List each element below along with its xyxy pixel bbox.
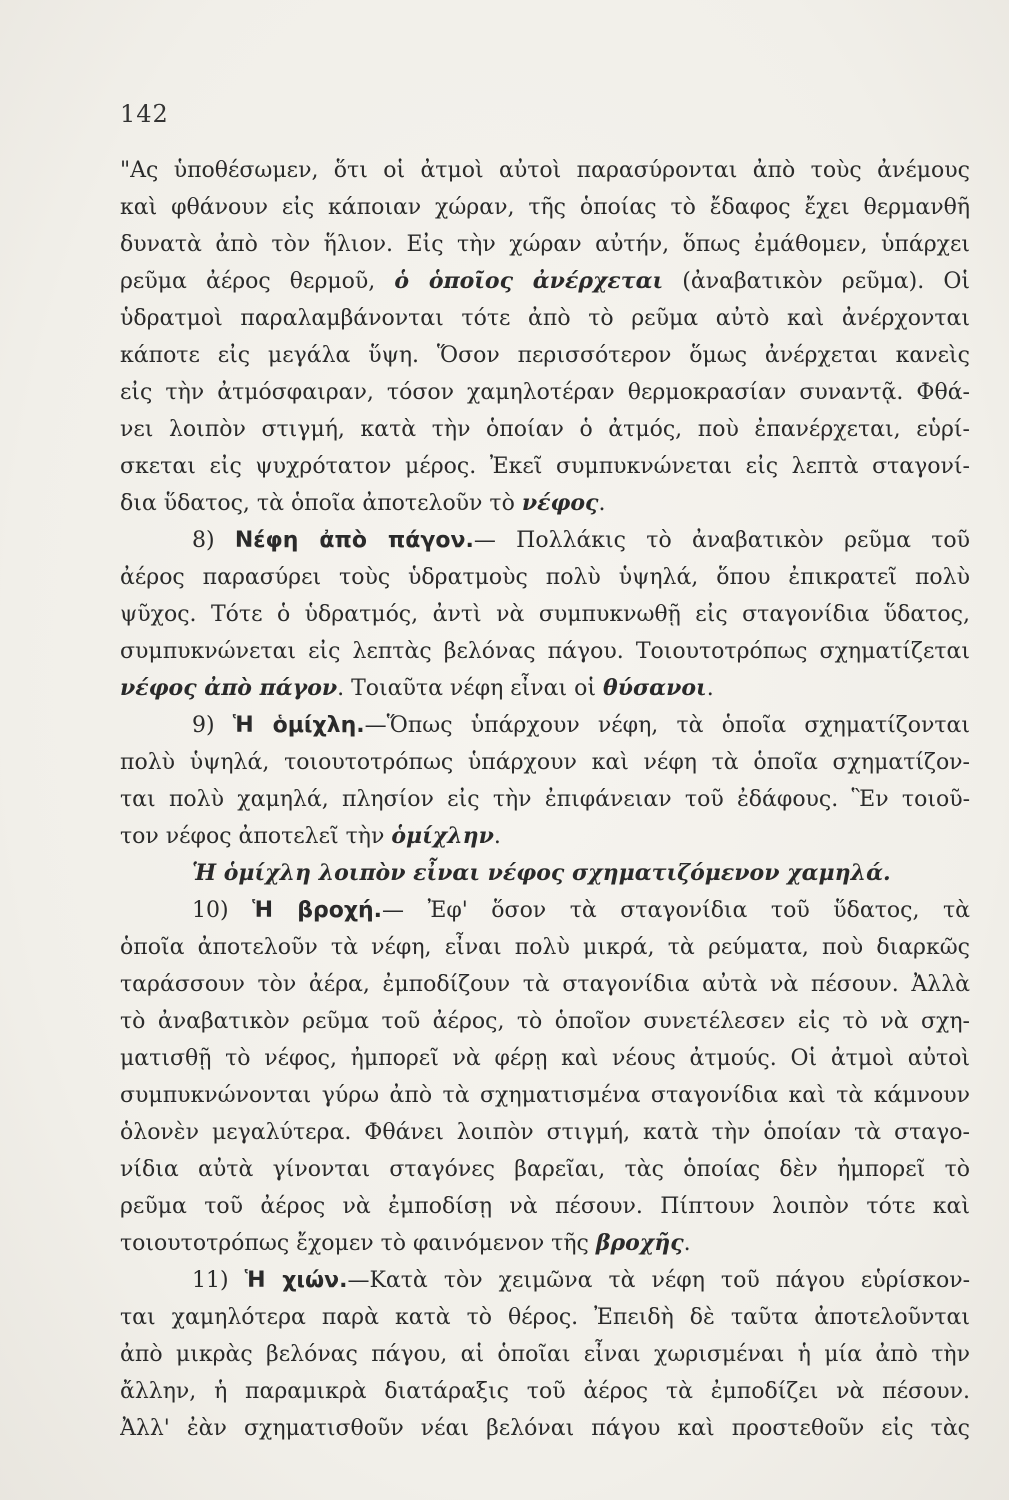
text-line bbox=[120, 226, 970, 263]
emphasis-text: θύσανοι bbox=[603, 675, 707, 701]
text-line bbox=[120, 855, 970, 892]
text-segment: . bbox=[683, 1231, 691, 1256]
text-segment: ὁποῖα ἀποτελοῦν τὰ νέφη, εἶναι πολὺ μικρά, τὰ ρεύματα, ποὺ διαρκῶς bbox=[120, 935, 970, 960]
text-line bbox=[120, 818, 970, 855]
text-segment: — Ἐφ' ὅσον τὰ σταγονίδια τοῦ ὕδατος, τὰ bbox=[382, 898, 970, 923]
body-text bbox=[120, 152, 970, 1447]
emphasis-text: νέφος ἀπὸ πάγον bbox=[120, 675, 338, 701]
text-segment: τὸ ἀναβατικὸν ρεῦμα τοῦ ἀέρος, τὸ ὁποῖον συνετέλεσεν εἰς τὸ νὰ σχη- bbox=[120, 1009, 970, 1034]
section-heading: Ἡ βροχή. bbox=[252, 898, 383, 923]
text-segment: ἀέρος παρασύρει τοὺς ὑδρατμοὺς πολὺ ὑψηλά, ὅπου ἐπικρατεῖ πολὺ bbox=[120, 565, 970, 590]
text-line bbox=[120, 1262, 970, 1299]
text-segment: εἰς τὴν ἀτμόσφαιραν, τόσον χαμηλοτέραν θερμοκρασίαν συναντᾷ. Φθά- bbox=[120, 380, 970, 405]
text-line bbox=[120, 374, 970, 411]
text-segment: ἀπὸ μικρὰς βελόνας πάγου, αἱ ὁποῖαι εἶναι χωρισμέναι ἡ μία ἀπὸ τὴν bbox=[120, 1342, 970, 1367]
text-segment: ται πολὺ χαμηλά, πλησίον εἰς τὴν ἐπιφάνειαν τοῦ ἐδάφους. Ἓν τοιοῦ- bbox=[120, 787, 970, 812]
text-segment: —Κατὰ τὸν χειμῶνα τὰ νέφη τοῦ πάγου εὑρίσκον- bbox=[347, 1268, 970, 1293]
text-segment: πολὺ ὑψηλά, τοιουτοτρόπως ὑπάρχουν καὶ νέφη τὰ ὁποῖα σχηματίζον- bbox=[120, 750, 970, 775]
text-line bbox=[120, 559, 970, 596]
text-segment: ρεῦμα τοῦ ἀέρος νὰ ἐμποδίσῃ νὰ πέσουν. Πίπτουν λοιπὸν τότε καὶ bbox=[120, 1194, 970, 1219]
text-line bbox=[120, 707, 970, 744]
text-segment: κάποτε εἰς μεγάλα ὕψη. Ὅσον περισσότερον ὅμως ἀνέρχεται κανεὶς bbox=[120, 343, 970, 368]
text-line bbox=[120, 670, 970, 707]
text-line bbox=[120, 1410, 970, 1447]
text-line bbox=[120, 1336, 970, 1373]
section-number: 8) bbox=[192, 528, 235, 553]
text-segment: "Ας ὑποθέσωμεν, ὅτι οἱ ἀτμοὶ αὐτοὶ παρασύρονται ἀπὸ τοὺς ἀνέμους bbox=[120, 158, 970, 183]
text-segment: —Ὅπως ὑπάρχουν νέφη, τὰ ὁποῖα σχηματίζονται bbox=[364, 713, 970, 738]
text-line bbox=[120, 1040, 970, 1077]
emphasis-text: βροχῆς bbox=[595, 1230, 684, 1256]
text-line bbox=[120, 1225, 970, 1262]
emphasis-text: ὁμίχλην bbox=[391, 823, 494, 849]
text-line bbox=[120, 337, 970, 374]
text-segment: τοιουτοτρόπως ἔχομεν τὸ φαινόμενον τῆς bbox=[120, 1231, 596, 1256]
text-segment: καὶ φθάνουν εἰς κάποιαν χώραν, τῆς ὁποίας τὸ ἔδαφος ἔχει θερμανθῆ bbox=[120, 195, 970, 220]
text-segment: . Τοιαῦτα νέφη εἶναι οἱ bbox=[337, 676, 604, 701]
text-line bbox=[120, 1299, 970, 1336]
text-line bbox=[120, 300, 970, 337]
text-segment: δια ὕδατος, τὰ ὁποῖα ἀποτελοῦν τὸ bbox=[120, 491, 522, 516]
emphasis-text: ὁ ὁποῖος ἀνέρχεται bbox=[394, 268, 664, 294]
section-heading: Ἡ χιών. bbox=[244, 1268, 348, 1293]
text-segment: σκεται εἰς ψυχρότατον μέρος. Ἐκεῖ συμπυκνώνεται εἰς λεπτὰ σταγονί- bbox=[120, 454, 970, 479]
text-segment: . bbox=[706, 676, 714, 701]
text-line bbox=[120, 448, 970, 485]
text-line bbox=[120, 1114, 970, 1151]
text-line bbox=[120, 152, 970, 189]
text-line bbox=[120, 596, 970, 633]
section-number: 11) bbox=[192, 1268, 245, 1293]
text-segment: ψῦχος. Τότε ὁ ὑδρατμός, ἀντὶ νὰ συμπυκνωθῇ εἰς σταγονίδια ὕδατος, bbox=[120, 602, 970, 627]
text-line bbox=[120, 189, 970, 226]
text-segment: δυνατὰ ἀπὸ τὸν ἥλιον. Εἰς τὴν χώραν αὐτήν, ὅπως ἐμάθομεν, ὑπάρχει bbox=[120, 232, 970, 257]
text-segment: νει λοιπὸν στιγμή, κατὰ τὴν ὁποίαν ὁ ἀτμός, ποὺ ἐπανέρχεται, εὑρί- bbox=[120, 417, 970, 442]
text-line bbox=[120, 892, 970, 929]
text-segment: . bbox=[493, 824, 501, 849]
text-segment: ὁλονὲν μεγαλύτερα. Φθάνει λοιπὸν στιγμή, κατὰ τὴν ὁποίαν τὰ σταγο- bbox=[120, 1120, 970, 1145]
text-line bbox=[120, 263, 970, 300]
text-segment: ἄλλην, ἡ παραμικρὰ διατάραξις τοῦ ἀέρος τὰ ἐμποδίζει νὰ πέσουν. bbox=[120, 1379, 970, 1404]
text-line bbox=[120, 1003, 970, 1040]
section-number: 9) bbox=[192, 713, 233, 738]
text-segment: συμπυκνώνονται γύρω ἀπὸ τὰ σχηματισμένα σταγονίδια καὶ τὰ κάμνουν bbox=[120, 1083, 970, 1108]
text-line bbox=[120, 1188, 970, 1225]
text-line bbox=[120, 781, 970, 818]
text-segment: τον νέφος ἀποτελεῖ τὴν bbox=[120, 824, 392, 849]
text-segment: ρεῦμα ἀέρος θερμοῦ, bbox=[120, 269, 395, 294]
text-segment: — Πολλάκις τὸ ἀναβατικὸν ρεῦμα τοῦ bbox=[473, 528, 970, 553]
text-line bbox=[120, 1151, 970, 1188]
text-segment: ὑδρατμοὶ παραλαμβάνονται τότε ἀπὸ τὸ ρεῦμα αὐτὸ καὶ ἀνέρχονται bbox=[120, 306, 970, 331]
text-line bbox=[120, 966, 970, 1003]
text-segment: συμπυκνώνεται εἰς λεπτὰς βελόνας πάγου. Τοιουτοτρόπως σχηματίζεται bbox=[120, 639, 970, 664]
text-segment: Ἀλλ' ἐὰν σχηματισθοῦν νέαι βελόναι πάγου καὶ προστεθοῦν εἰς τὰς bbox=[120, 1416, 970, 1441]
text-line bbox=[120, 522, 970, 559]
text-segment: ματισθῇ τὸ νέφος, ἠμπορεῖ νὰ φέρῃ καὶ νέους ἀτμούς. Οἱ ἀτμοὶ αὐτοὶ bbox=[120, 1046, 970, 1071]
text-segment: ται χαμηλότερα παρὰ κατὰ τὸ θέρος. Ἐπειδὴ δὲ ταῦτα ἀποτελοῦνται bbox=[120, 1305, 970, 1330]
page-number: 142 bbox=[120, 100, 169, 128]
text-segment: ταράσσουν τὸν ἀέρα, ἐμποδίζουν τὰ σταγονίδια αὐτὰ νὰ πέσουν. Ἀλλὰ bbox=[120, 972, 970, 997]
text-line bbox=[120, 485, 970, 522]
section-heading: Νέφη ἀπὸ πάγον. bbox=[234, 528, 474, 553]
text-segment: . bbox=[598, 491, 606, 516]
emphasis-text: νέφος bbox=[521, 490, 599, 516]
text-segment: νίδια αὐτὰ γίνονται σταγόνες βαρεῖαι, τὰς ὁποίας δὲν ἠμπορεῖ τὸ bbox=[120, 1157, 970, 1182]
text-line bbox=[120, 1373, 970, 1410]
text-line bbox=[120, 929, 970, 966]
text-line bbox=[120, 411, 970, 448]
section-heading: Ἡ ὁμίχλη. bbox=[232, 713, 365, 738]
emphasis-text: Ἡ ὁμίχλη λοιπὸν εἶναι νέφος σχηματιζόμενον χαμηλά. bbox=[192, 860, 891, 886]
text-line bbox=[120, 744, 970, 781]
section-number: 10) bbox=[192, 898, 253, 923]
text-line bbox=[120, 1077, 970, 1114]
text-line bbox=[120, 633, 970, 670]
text-segment: (ἀναβατικὸν ρεῦμα). Οἱ bbox=[663, 269, 970, 294]
